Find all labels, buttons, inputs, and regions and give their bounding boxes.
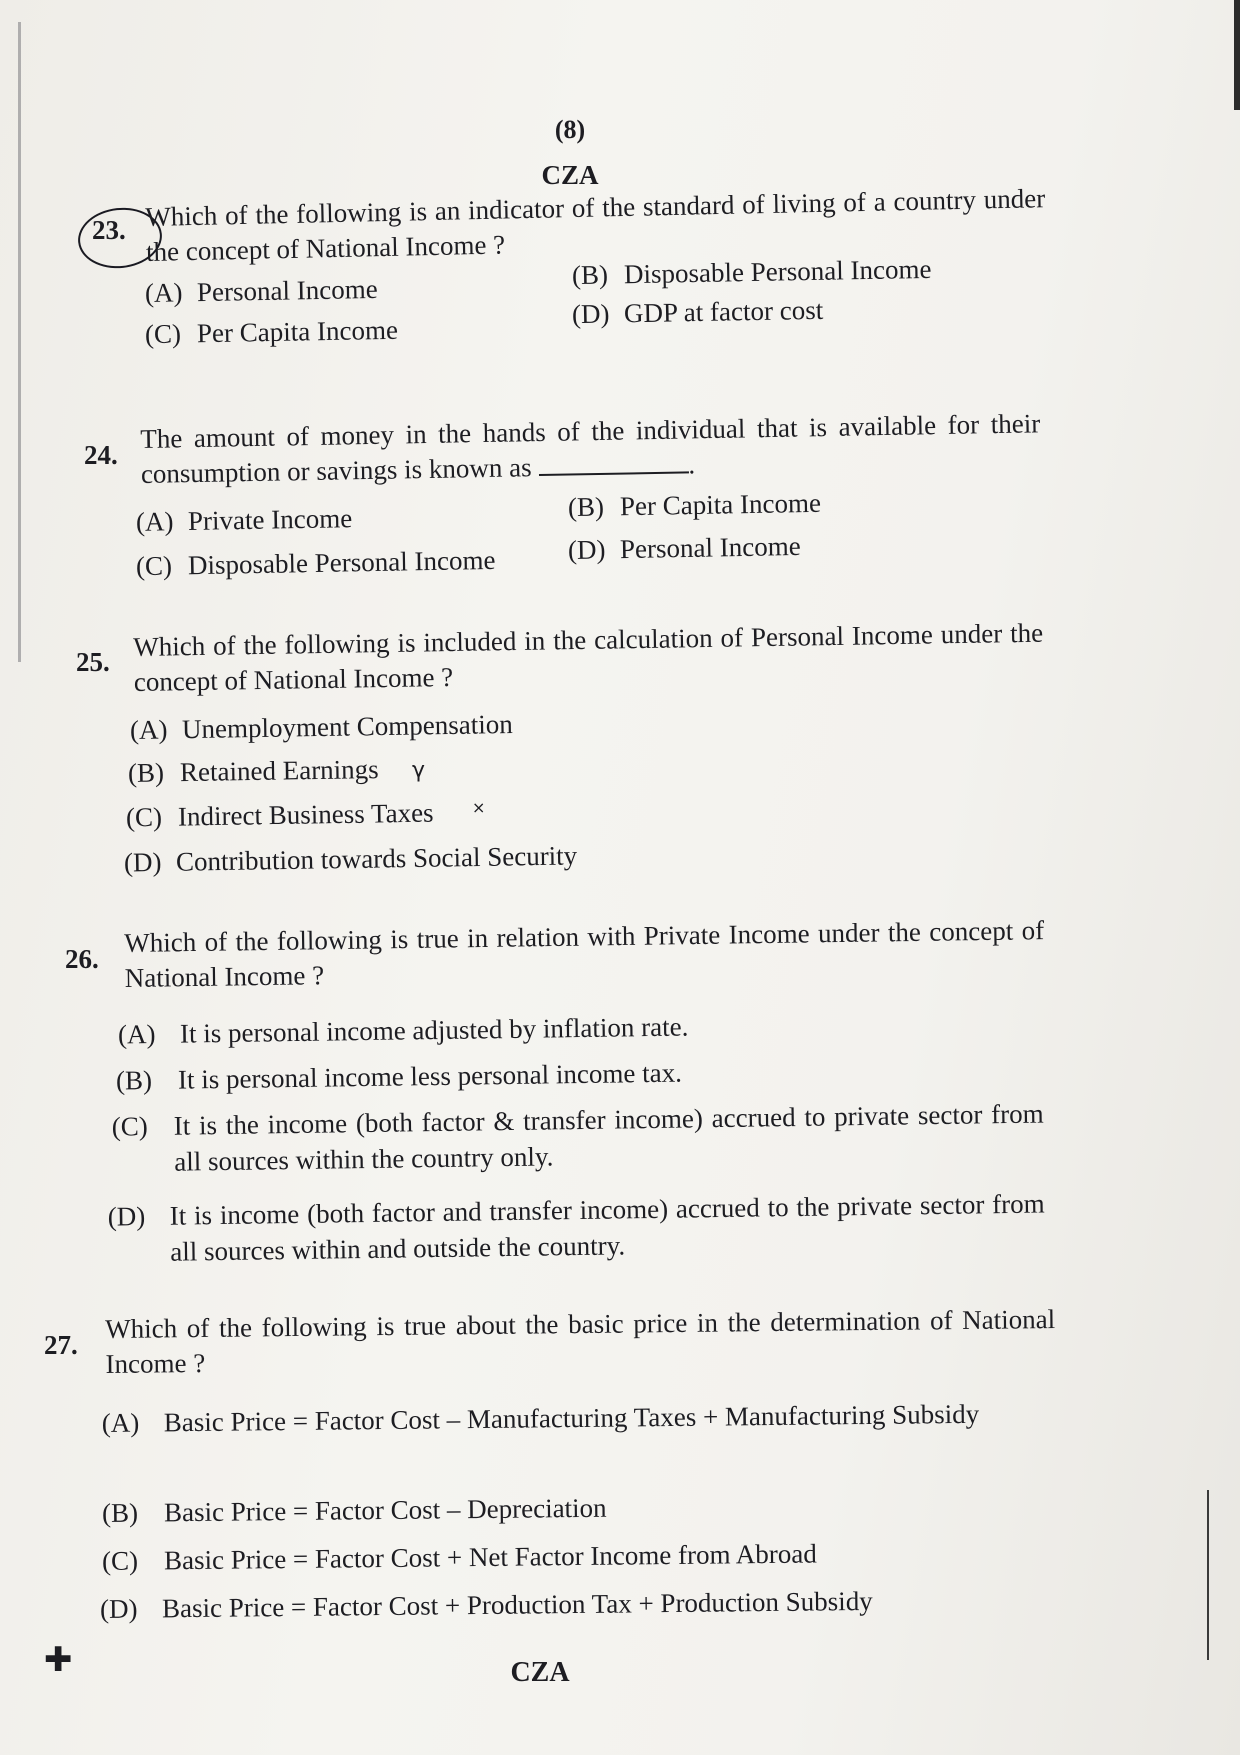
option: (C) Indirect Business Taxes bbox=[125, 797, 434, 833]
page-edge-shadow bbox=[1234, 0, 1240, 110]
paper-code-top: CZA bbox=[541, 160, 599, 190]
question-text: The amount of money in the hands of the individual that is available for their consumption or savings is known as . bbox=[140, 408, 1041, 489]
option: (A) Unemployment Compensation bbox=[129, 708, 513, 746]
option: (D) Personal Income bbox=[567, 530, 801, 566]
question-text: Which of the following is included in the calculation of Personal Income under the concept of National Income ? bbox=[133, 617, 1044, 697]
option: (A) Personal Income bbox=[144, 273, 378, 309]
option: (D) It is income (both factor and transfer income) accrued to the private sector from all sources within and outside the country. bbox=[107, 1188, 1045, 1267]
option: (C) Disposable Personal Income bbox=[135, 544, 496, 582]
option: (B) It is personal income less personal income tax. bbox=[115, 1057, 683, 1096]
pen-mark: γ bbox=[412, 758, 426, 783]
registration-mark: ✚ bbox=[44, 1640, 73, 1680]
option: (C) It is the income (both factor & transfer income) accrued to private sector from all sources within the country only. bbox=[111, 1098, 1044, 1177]
option: (D) Basic Price = Factor Cost + Production Tax + Production Subsidy bbox=[99, 1585, 873, 1624]
option: (D) Contribution towards Social Security bbox=[123, 840, 578, 878]
option: (A) Private Income bbox=[135, 503, 353, 537]
option: (B) Retained Earnings bbox=[127, 754, 379, 788]
question-text: Which of the following is true about the basic price in the determination of National Income ? bbox=[105, 1304, 1056, 1379]
margin-mark bbox=[1207, 1490, 1209, 1660]
answer-blank bbox=[538, 471, 688, 476]
option: (B) Per Capita Income bbox=[567, 487, 822, 523]
option: (D) GDP at factor cost bbox=[571, 294, 824, 330]
question-number: 25. bbox=[76, 647, 110, 677]
option: (B) Disposable Personal Income bbox=[571, 253, 932, 291]
option: (C) Basic Price = Factor Cost + Net Factor Income from Abroad bbox=[101, 1538, 817, 1576]
question-text: Which of the following is an indicator of the standard of living of a country under the concept of National Income ? bbox=[145, 183, 1046, 267]
question-number: 23. bbox=[92, 215, 126, 245]
question-number: 24. bbox=[84, 440, 118, 470]
option: (A) It is personal income adjusted by inflation rate. bbox=[117, 1011, 689, 1050]
question-number: 26. bbox=[65, 944, 99, 974]
option: (A) Basic Price = Factor Cost – Manufacturing Taxes + Manufacturing Subsidy bbox=[101, 1398, 980, 1439]
paper-code-bottom: CZA bbox=[510, 1657, 570, 1688]
question-text: Which of the following is true in relation with Private Income under the concept of National Income ? bbox=[124, 915, 1045, 993]
pen-mark: × bbox=[472, 798, 486, 817]
page-number: (8) bbox=[554, 115, 586, 144]
question-number: 27. bbox=[44, 1330, 78, 1360]
option: (C) Per Capita Income bbox=[144, 314, 399, 350]
option: (B) Basic Price = Factor Cost – Depreciation bbox=[101, 1492, 607, 1528]
